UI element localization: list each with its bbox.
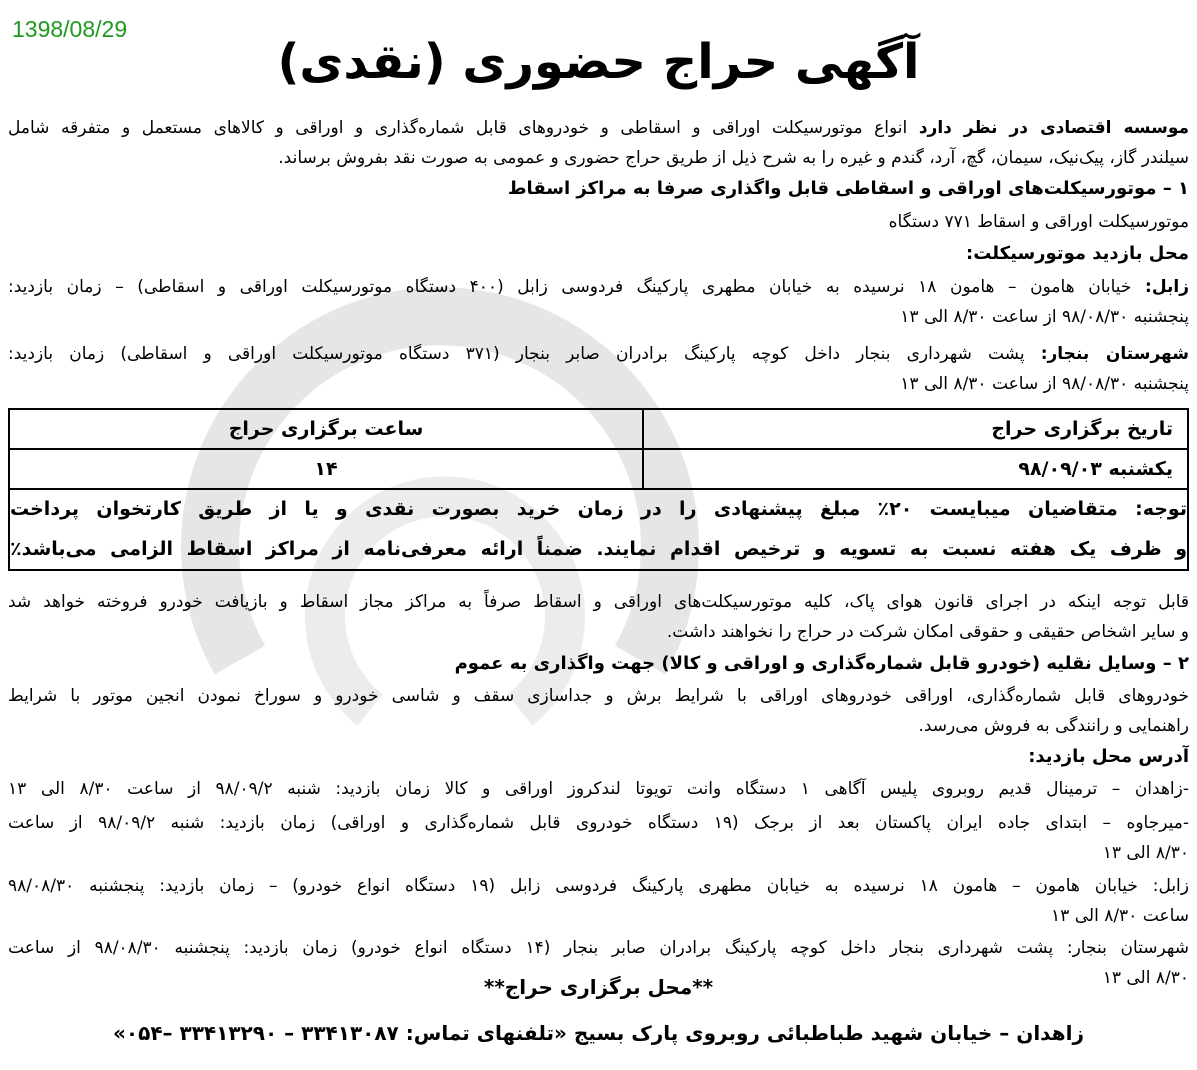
- venue-heading: **محل برگزاری حراج**: [483, 975, 714, 999]
- zabol-label: زابل:: [1145, 277, 1189, 297]
- section-1-zabol-line-1: [8, 273, 1189, 301]
- bonjar-line-1-text: پشت شهرداری بنجار داخل کوچه پارکینگ برادران صابر بنجار (۳۷۱ دستگاه موتورسیکلت اوراقی و اسقاطی) زمان بازدید:: [8, 344, 1025, 364]
- zabol-vehicle-visit-line-1: زابل: خیابان هامون – هامون ۱۸ نرسیده به خیابان مطهری پارکینگ فردوسی زابل (۱۹ دستگاه انواع خودرو) – زمان بازدید: پنجشنبه ۹۸/۰۸/۳۰: [8, 876, 1189, 896]
- bonjar-label: شهرستان بنجار:: [1040, 344, 1189, 364]
- organization-name: موسسه اقتصادی در نظر دارد: [918, 118, 1189, 138]
- section-2-heading: ۲ – وسایل نقلیه (خودرو قابل شماره‌گذاری و اوراقی و کالا) جهت واگذاری به عموم: [454, 653, 1189, 674]
- section-2-desc-line-1: خودروهای قابل شماره‌گذاری، اوراقی خودروهای اوراقی با شرایط برش و جداسازی سقف و شاسی خودرو و سوراخ نمودن انجین موتور با شرایط: [8, 686, 1189, 706]
- notice-title: آگهی حراج حضوری (نقدی): [277, 34, 920, 90]
- intro-line-2: سیلندر گاز، پیک‌نیک، سیمان، گچ، آرد، گندم و غیره را به شرح ذیل از طریق حراج حضوری و عمومی به صورت نقد بفروش برساند.: [278, 148, 1189, 168]
- section-1-bonjar-line-1: [8, 340, 1189, 368]
- venue-address-contact: زاهدان – خیابان شهید طباطبائی روبروی پارک بسیج «تلفنهای تماس: ۳۳۴۱۳۰۸۷ – ۳۳۴۱۳۲۹۰ –۰۵۴»: [113, 1021, 1084, 1045]
- payment-note-line-1: توجه: متقاضیان میبایست ۲۰٪ مبلغ پیشنهادی را در زمان خرید بصورت نقدی و یا از طریق کارتخوان پرداخت: [10, 498, 1187, 520]
- bonjar-vehicle-visit-line-1: شهرستان بنجار: پشت شهرداری بنجار داخل کوچه پارکینگ برادران صابر بنجار (۱۴ دستگاه انواع خودرو) زمان بازدید: پنجشنبه ۹۸/۰۸/۳۰ از ساعت: [8, 938, 1189, 958]
- section-1-visit-heading: محل بازدید موتورسیکلت:: [966, 243, 1189, 264]
- section-1-zabol-line-2: پنجشنبه ۹۸/۰۸/۳۰ از ساعت ۸/۳۰ الی ۱۳: [900, 307, 1189, 327]
- auction-time-value: ۱۴: [10, 449, 643, 489]
- section-1-count: موتورسیکلت اوراقی و اسقاط ۷۷۱ دستگاه: [888, 212, 1189, 232]
- column-header-date: تاریخ برگزاری حراج: [643, 410, 1187, 449]
- section-2-desc-line-2: راهنمایی و رانندگی به فروش می‌رسد.: [918, 716, 1189, 736]
- auction-date-value: یکشنبه ۹۸/۰۹/۰۳: [643, 449, 1187, 489]
- table-row: [10, 449, 1187, 489]
- zabol-vehicle-visit-line-2: ساعت ۸/۳۰ الی ۱۳: [1051, 906, 1189, 926]
- law-note-line-2: و سایر اشخاص حقیقی و حقوقی امکان شرکت در حراج را نخواهند داشت.: [666, 622, 1189, 642]
- mirjaveh-visit-line-2: ۸/۳۰ الی ۱۳: [1102, 843, 1189, 863]
- column-header-time: ساعت برگزاری حراج: [10, 410, 643, 449]
- section-1-heading: ۱ – موتورسیکلت‌های اوراقی و اسقاطی قابل واگذاری صرفا به مراکز اسقاط: [507, 178, 1189, 199]
- auction-schedule-table: [10, 410, 1187, 490]
- law-note-line-1: قابل توجه اینکه در اجرای قانون هوای پاک، کلیه موتورسیکلت‌های اوراقی و اسقاط صرفاً به مراکز مجاز اسقاط و بازیافت خودرو فروخته خواهد شد: [8, 592, 1189, 612]
- bonjar-vehicle-visit-line-2: ۸/۳۰ الی ۱۳: [1102, 968, 1189, 988]
- intro-line-1: [8, 114, 1189, 142]
- section-2-visit-heading: آدرس محل بازدید:: [1028, 746, 1189, 767]
- section-1-bonjar-line-2: پنجشنبه ۹۸/۰۸/۳۰ از ساعت ۸/۳۰ الی ۱۳: [900, 374, 1189, 394]
- payment-note-line-2: و ظرف یک هفته نسبت به تسویه و ترخیص اقدام نمایند. ضمناً ارائه معرفی‌نامه از مراکز اسقاط الزامی می‌باشد٪: [10, 538, 1187, 560]
- publication-date-stamp: 1398/08/29: [12, 16, 128, 42]
- zabol-line-1-text: خیابان هامون – هامون ۱۸ نرسیده به خیابان مطهری پارکینگ فردوسی زابل (۴۰۰ دستگاه موتورسیکلت اوراقی و اسقاطی) – زمان بازدید:: [8, 277, 1132, 297]
- zahedan-visit-line: -زاهدان – ترمینال قدیم روبروی پلیس آگاهی ۱ دستگاه وانت تویوتا لندکروز اوراقی و کالا زمان بازدید: شنبه ۹۸/۰۹/۲ از ساعت ۸/۳۰ الی ۱۳: [8, 779, 1189, 799]
- table-row: [10, 410, 1187, 449]
- intro-line-1-text: انواع موتورسیکلت اوراقی و اسقاطی و خودروهای قابل شماره‌گذاری و اوراقی و کالاهای مستعمل و متفرقه شامل: [8, 118, 908, 138]
- mirjaveh-visit-line-1: -میرجاوه – ابتدای جاده ایران پاکستان بعد از برجک (۱۹ دستگاه خودروی قابل شماره‌گذاری و اوراقی) زمان بازدید: شنبه ۹۸/۰۹/۲ از ساعت: [8, 813, 1189, 833]
